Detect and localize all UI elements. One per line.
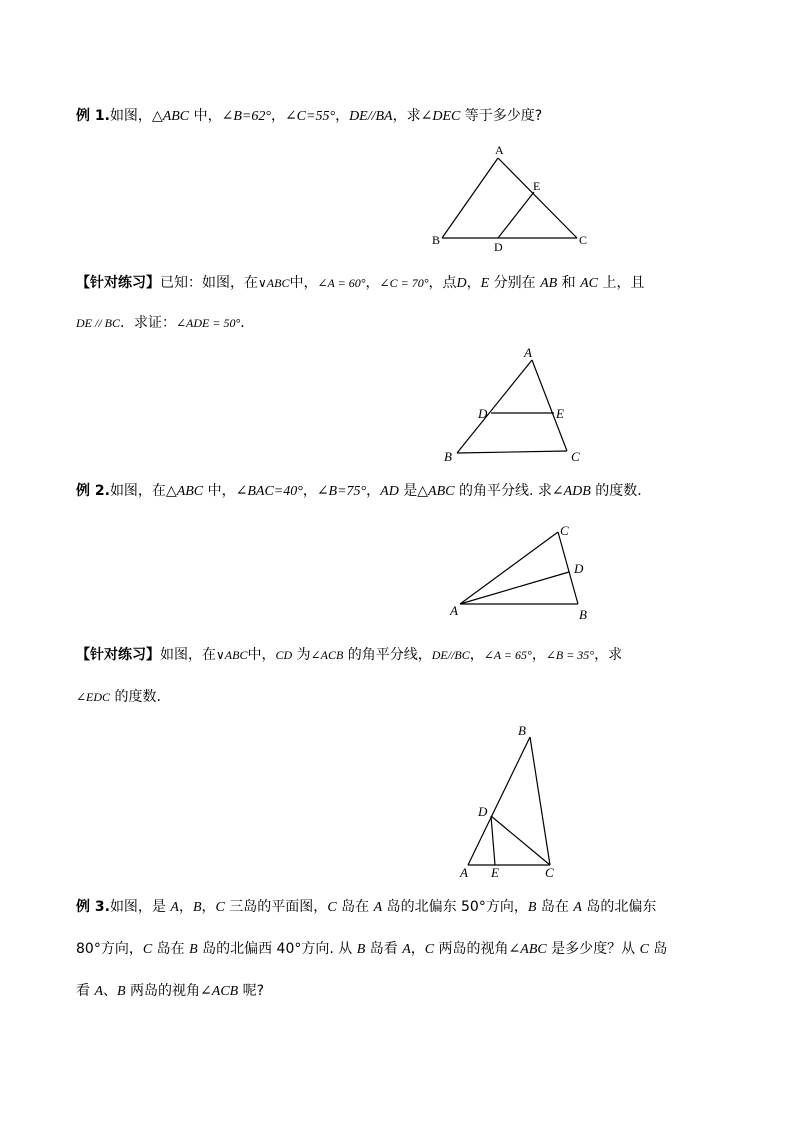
math: AB <box>540 276 558 291</box>
label-C: C <box>579 233 588 247</box>
text: ， <box>366 483 381 499</box>
example-3-line-3 <box>76 981 264 1002</box>
math: ∠C=55° <box>284 109 336 124</box>
math: B <box>527 900 537 915</box>
text: ，点 <box>428 275 457 291</box>
text: 的度数. <box>110 689 161 705</box>
math: ∨ABC <box>216 648 248 662</box>
label-B: B <box>444 449 452 464</box>
text: 岛在 <box>336 899 374 915</box>
text: 岛在 <box>152 941 190 957</box>
math: DE//BA <box>349 109 393 124</box>
text: 看 <box>76 983 95 999</box>
text: ， <box>466 275 481 291</box>
text: 80°方向， <box>76 941 143 957</box>
example-3-line-1 <box>76 897 656 918</box>
label-D: D <box>494 240 503 254</box>
practice-2-line-2 <box>76 687 161 707</box>
text: 中， <box>203 483 236 499</box>
example-1-label: 例 1. <box>76 108 110 124</box>
math: B <box>192 900 202 915</box>
text: 岛看 <box>365 941 403 957</box>
text: ．求证： <box>120 315 176 331</box>
text: 中， <box>289 275 318 291</box>
text: ， <box>469 647 484 663</box>
practice-1-label: 【针对练习】 <box>76 275 160 291</box>
math: A <box>373 900 383 915</box>
text: ， <box>302 483 317 499</box>
label-A: A <box>524 345 532 360</box>
text: 岛在 <box>536 899 574 915</box>
math: ∠A = 65° <box>483 648 532 662</box>
label-B: B <box>432 233 441 247</box>
text: 如图，在 <box>160 647 216 663</box>
math: ∠ABC <box>508 942 547 957</box>
math: D <box>456 276 467 291</box>
label-A: A <box>450 603 458 618</box>
text: 分别在 <box>489 275 541 291</box>
text: 如图，在 <box>109 483 166 499</box>
math: B <box>356 942 366 957</box>
math: ∠B = 35° <box>545 648 595 662</box>
math: ∠ADB <box>551 484 591 499</box>
label-E: E <box>556 406 564 421</box>
label-D: D <box>478 804 488 819</box>
figure-4-triangle <box>455 720 575 880</box>
text: 上，且 <box>598 275 645 291</box>
text: ． <box>240 315 255 331</box>
text: 三岛的平面图， <box>224 899 328 915</box>
practice-1-line-1 <box>76 273 644 294</box>
text: 中， <box>247 647 276 663</box>
math: B <box>189 942 198 957</box>
figure-1-triangle <box>420 140 620 260</box>
math: ∠B=62° <box>221 109 271 124</box>
text: ， <box>365 275 380 291</box>
label-E: E <box>491 865 499 880</box>
math: ∠B=75° <box>316 484 367 499</box>
label-C: C <box>545 865 554 880</box>
label-D: D <box>574 561 584 576</box>
label-D: D <box>478 406 488 421</box>
math: A <box>170 900 179 915</box>
example-2-question <box>76 481 642 502</box>
label-A: A <box>460 865 468 880</box>
text: 等于多少度? <box>460 108 543 124</box>
text: ， <box>178 899 193 915</box>
example-3-line-2 <box>76 939 667 960</box>
math: ∠A = 60° <box>317 276 366 290</box>
label-E: E <box>533 179 541 193</box>
math: DE//BC <box>431 648 470 662</box>
text: ， <box>531 647 546 663</box>
math: ∨ABC <box>258 276 290 290</box>
math: DE // BC <box>76 316 120 330</box>
math: ∠BAC=40° <box>235 484 303 499</box>
math: ∠ACB <box>310 648 344 662</box>
text: 岛 <box>648 941 668 957</box>
figure-3-triangle <box>440 518 620 628</box>
text: 两岛的视角 <box>434 941 509 957</box>
text: 是多少度？从 <box>546 941 640 957</box>
text: 岛的北偏西 40°方向. 从 <box>197 941 357 957</box>
text: 的角平分线. 求 <box>454 483 552 499</box>
label-C: C <box>560 523 569 538</box>
text: 如图， <box>109 108 152 124</box>
text: 两岛的视角 <box>125 983 201 999</box>
label-A: A <box>495 143 504 157</box>
math: C <box>215 900 225 915</box>
example-1-question <box>76 106 542 127</box>
example-2-label: 例 2. <box>76 483 110 499</box>
label-B: B <box>518 723 526 738</box>
text: ， <box>270 108 285 124</box>
math: C <box>327 900 337 915</box>
math: AD <box>380 484 399 499</box>
math: AC <box>580 276 598 291</box>
text: ， <box>410 941 425 957</box>
math: A <box>402 942 411 957</box>
math: C <box>424 942 435 957</box>
math: C <box>142 942 153 957</box>
math: A <box>573 900 582 915</box>
math: △ABC <box>151 109 190 124</box>
practice-1-line-2 <box>76 313 254 333</box>
practice-2-line-1 <box>76 645 622 665</box>
text: 岛的北偏东 50°方向， <box>382 899 528 915</box>
label-B: B <box>579 607 587 622</box>
text: 岛的北偏东 <box>581 899 657 915</box>
text: ，求 <box>594 647 623 663</box>
math: ∠EDC <box>76 690 111 704</box>
math: A <box>94 984 104 999</box>
text: ， <box>335 108 350 124</box>
text: ，求 <box>392 108 421 124</box>
math: △ABC <box>417 484 455 499</box>
text: 是 <box>398 483 418 499</box>
math: E <box>480 276 490 291</box>
text: 的度数. <box>590 483 642 499</box>
text: 和 <box>557 275 581 291</box>
math: C <box>639 942 649 957</box>
math: B <box>117 984 126 999</box>
math: ∠C = 70° <box>379 276 429 290</box>
math: ∠ACB <box>200 984 239 999</box>
text: 已知：如图，在 <box>160 275 258 291</box>
math: ∠DEC <box>420 109 461 124</box>
text: ， <box>201 899 216 915</box>
label-C: C <box>571 449 580 464</box>
text: 的角平分线， <box>343 647 432 663</box>
math: ∠ADE = 50° <box>176 316 241 330</box>
figure-2-triangle <box>440 343 600 468</box>
practice-2-label: 【针对练习】 <box>76 647 160 663</box>
text: 如图，是 <box>109 899 171 915</box>
text: 为 <box>292 647 311 663</box>
math: △ABC <box>165 484 204 499</box>
text: 呢? <box>238 983 265 999</box>
math: CD <box>275 648 293 662</box>
example-3-label: 例 3. <box>76 899 110 915</box>
text: 中， <box>189 108 222 124</box>
text: 、 <box>103 983 118 999</box>
